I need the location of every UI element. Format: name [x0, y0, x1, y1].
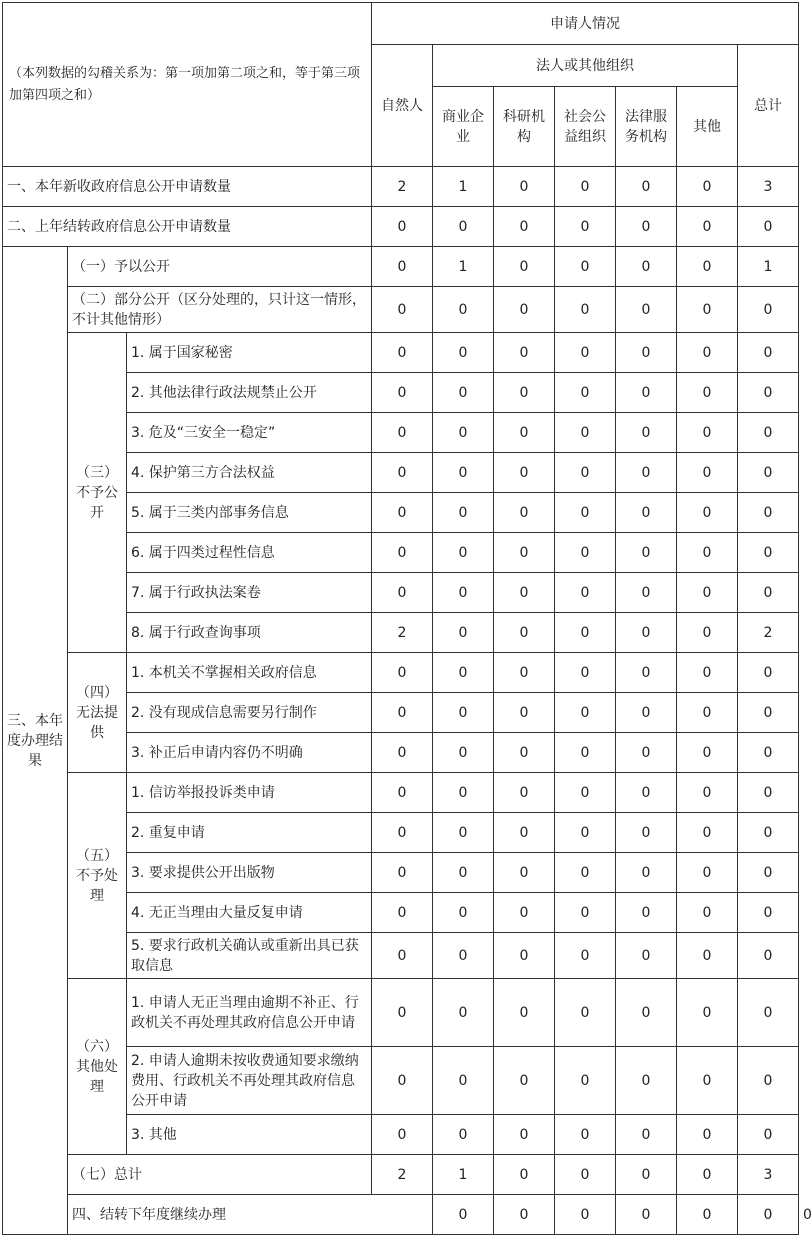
cell: 0: [433, 453, 494, 493]
row-label: 3. 危及“三安全一稳定”: [127, 413, 372, 453]
cell: 0: [555, 773, 616, 813]
cell: 0: [677, 1195, 738, 1235]
cell: 0: [677, 453, 738, 493]
cell: 0: [738, 1195, 799, 1235]
header-legal-group: 法人或其他组织: [433, 45, 738, 87]
cell: 0: [494, 1115, 555, 1155]
cell: 0: [738, 1047, 799, 1115]
cell: 0: [738, 773, 799, 813]
cell: 0: [555, 453, 616, 493]
cell: 0: [616, 573, 677, 613]
cell: 0: [555, 733, 616, 773]
header-applicant: 申请人情况: [372, 3, 799, 45]
cell: 0: [555, 893, 616, 933]
cell: 0: [494, 733, 555, 773]
cell: 0: [494, 247, 555, 287]
cell: 3: [738, 1155, 799, 1195]
cell: 0: [372, 373, 433, 413]
cell: 0: [616, 893, 677, 933]
cell: 0: [616, 1195, 677, 1235]
cell: 0: [433, 207, 494, 247]
cell: 0: [433, 613, 494, 653]
cell: 0: [555, 413, 616, 453]
cell: 0: [494, 773, 555, 813]
cell: 0: [677, 247, 738, 287]
row-label: 1. 属于国家秘密: [127, 333, 372, 373]
row-label: 3. 要求提供公开出版物: [127, 853, 372, 893]
col-research: 科研机构: [494, 87, 555, 167]
group-4-label: （四）无法提供: [68, 653, 127, 773]
cell: 0: [616, 533, 677, 573]
cell: 0: [677, 287, 738, 333]
cell: 0: [433, 1047, 494, 1115]
row-label: 一、本年新收政府信息公开申请数量: [3, 167, 372, 207]
cell: 0: [433, 893, 494, 933]
cell: 0: [372, 493, 433, 533]
cell: 0: [677, 1155, 738, 1195]
cell: 0: [677, 373, 738, 413]
cell: 0: [677, 979, 738, 1047]
cell: 0: [677, 533, 738, 573]
cell: 0: [494, 853, 555, 893]
cell: 0: [433, 979, 494, 1047]
cell: 0: [616, 373, 677, 413]
cell: 0: [677, 773, 738, 813]
cell: 0: [616, 933, 677, 979]
cell: 0: [372, 207, 433, 247]
cell: 0: [738, 533, 799, 573]
cell: 0: [555, 1195, 616, 1235]
cell: 0: [433, 653, 494, 693]
cell: 0: [738, 1115, 799, 1155]
cell: 0: [677, 413, 738, 453]
cell: 0: [494, 979, 555, 1047]
cell: 0: [616, 1047, 677, 1115]
cell: 2: [372, 1155, 433, 1195]
cell: 0: [494, 453, 555, 493]
cell: 0: [677, 933, 738, 979]
row-label: 4. 无正当理由大量反复申请: [127, 893, 372, 933]
table-row: [3, 979, 799, 1047]
table-row: [3, 247, 799, 287]
cell: 0: [555, 1047, 616, 1115]
row-label: 3. 其他: [127, 1115, 372, 1155]
cell: 0: [494, 287, 555, 333]
cell: 0: [738, 813, 799, 853]
row-label: 8. 属于行政查询事项: [127, 613, 372, 653]
row-label: 1. 信访举报投诉类申请: [127, 773, 372, 813]
cell: 0: [372, 333, 433, 373]
cell: 0: [616, 453, 677, 493]
cell: 0: [494, 613, 555, 653]
cell: 0: [677, 733, 738, 773]
cell: 0: [433, 333, 494, 373]
cell: 1: [738, 247, 799, 287]
cell: 0: [433, 573, 494, 613]
cell: 0: [494, 1047, 555, 1115]
group-5-label: （五）不予处理: [68, 773, 127, 979]
col-natural-person: 自然人: [372, 45, 433, 167]
cell: 0: [738, 573, 799, 613]
cell: 0: [433, 733, 494, 773]
cell: 0: [616, 733, 677, 773]
cell: 0: [494, 573, 555, 613]
cell: 0: [555, 167, 616, 207]
cell: 0: [738, 893, 799, 933]
row-label: （七）总计: [68, 1155, 372, 1195]
cell: 0: [433, 773, 494, 813]
cell: 0: [677, 207, 738, 247]
cell: 0: [677, 813, 738, 853]
cell: 0: [555, 853, 616, 893]
cell: 0: [555, 979, 616, 1047]
cell: 3: [738, 167, 799, 207]
cell: 0: [555, 493, 616, 533]
cell: 2: [372, 613, 433, 653]
cell: 0: [372, 979, 433, 1047]
cell: 0: [738, 979, 799, 1047]
cell: 0: [616, 207, 677, 247]
cell: 0: [433, 693, 494, 733]
info-disclosure-table: [2, 2, 812, 1235]
cell: 0: [738, 693, 799, 733]
cell: 0: [433, 933, 494, 979]
cell: 0: [494, 413, 555, 453]
cell: 0: [372, 287, 433, 333]
cell: 0: [738, 933, 799, 979]
cell: 0: [555, 207, 616, 247]
cell: 0: [677, 1115, 738, 1155]
cell: 0: [738, 207, 799, 247]
table-row: [3, 773, 799, 813]
row-label: （一）予以公开: [68, 247, 372, 287]
cell: 0: [616, 773, 677, 813]
cell: 0: [372, 693, 433, 733]
cell: 0: [738, 333, 799, 373]
cell: 0: [494, 533, 555, 573]
cell: 0: [555, 813, 616, 853]
cell: 0: [677, 853, 738, 893]
cell: 0: [372, 773, 433, 813]
cell: 0: [555, 1115, 616, 1155]
table-row: [3, 1155, 799, 1195]
cell: 2: [372, 167, 433, 207]
cell: 0: [372, 813, 433, 853]
cell: 0: [372, 1047, 433, 1115]
cell: 1: [433, 247, 494, 287]
cell: 0: [372, 247, 433, 287]
cell: 0: [494, 167, 555, 207]
row-label: 2. 其他法律行政法规禁止公开: [127, 373, 372, 413]
cell: 0: [677, 573, 738, 613]
cell: 0: [494, 207, 555, 247]
row-label: 二、上年结转政府信息公开申请数量: [3, 207, 372, 247]
cell: 0: [738, 453, 799, 493]
cell: 0: [555, 247, 616, 287]
cell: 0: [677, 1047, 738, 1115]
cell: 0: [494, 1155, 555, 1195]
row-label: 1. 申请人无正当理由逾期不补正、行政机关不再处理其政府信息公开申请: [127, 979, 372, 1047]
cell: 0: [555, 533, 616, 573]
cell: 0: [616, 287, 677, 333]
cell: 0: [677, 333, 738, 373]
header-note: （本列数据的勾稽关系为：第一项加第二项之和，等于第三项加第四项之和）: [3, 3, 372, 167]
cell: 0: [616, 167, 677, 207]
cell: 0: [738, 287, 799, 333]
row-label: 四、结转下年度继续办理: [68, 1195, 433, 1235]
col-public-welfare: 社会公益组织: [555, 87, 616, 167]
table-row: [3, 333, 799, 373]
cell: 0: [494, 693, 555, 733]
group-6-label: （六）其他处理: [68, 979, 127, 1155]
col-legal-service: 法律服务机构: [616, 87, 677, 167]
row-label: 1. 本机关不掌握相关政府信息: [127, 653, 372, 693]
cell: 0: [372, 533, 433, 573]
col-business: 商业企业: [433, 87, 494, 167]
cell: 2: [738, 613, 799, 653]
cell: 0: [738, 413, 799, 453]
cell: 0: [677, 893, 738, 933]
cell: 0: [433, 493, 494, 533]
cell: 0: [494, 333, 555, 373]
cell: 0: [372, 653, 433, 693]
cell: 0: [616, 493, 677, 533]
cell: 0: [555, 613, 616, 653]
section-3-label: 三、本年度办理结果: [3, 247, 68, 1235]
cell: 0: [738, 653, 799, 693]
cell: 0: [494, 893, 555, 933]
cell: 0: [372, 853, 433, 893]
cell: 0: [494, 653, 555, 693]
cell: 0: [555, 373, 616, 413]
cell: 0: [616, 693, 677, 733]
cell: 0: [433, 1195, 494, 1235]
cell: 0: [433, 853, 494, 893]
cell: 0: [555, 333, 616, 373]
cell: 0: [616, 333, 677, 373]
cell: 0: [372, 933, 433, 979]
table-row: [3, 207, 799, 247]
cell: 0: [738, 733, 799, 773]
row-label: 7. 属于行政执法案卷: [127, 573, 372, 613]
table-row: [3, 287, 799, 333]
cell: 1: [433, 167, 494, 207]
cell: 0: [677, 693, 738, 733]
row-label: 2. 重复申请: [127, 813, 372, 853]
cell: 0: [433, 533, 494, 573]
cell: 0: [372, 893, 433, 933]
col-other: 其他: [677, 87, 738, 167]
cell: 0: [677, 613, 738, 653]
cell: 0: [616, 1155, 677, 1195]
table-row: [3, 653, 799, 693]
row-label: 5. 要求行政机关确认或重新出具已获取信息: [127, 933, 372, 979]
row-label: 2. 申请人逾期未按收费通知要求缴纳费用、行政机关不再处理其政府信息公开申请: [127, 1047, 372, 1115]
table-row: 四、结转下年度继续办理 0 0 0 0 0 0 0: [3, 1195, 799, 1235]
row-label: 2. 没有现成信息需要另行制作: [127, 693, 372, 733]
row-label: （二）部分公开（区分处理的，只计这一情形，不计其他情形）: [68, 287, 372, 333]
cell: 0: [494, 373, 555, 413]
cell: 0: [494, 933, 555, 979]
cell: 0: [555, 653, 616, 693]
table-row: [3, 167, 799, 207]
cell: 0: [677, 653, 738, 693]
cell: 0: [616, 853, 677, 893]
cell: 1: [433, 1155, 494, 1195]
cell: 0: [433, 373, 494, 413]
cell: 0: [433, 413, 494, 453]
col-total: 总计: [738, 45, 799, 167]
cell: 0: [738, 373, 799, 413]
cell: 0: [616, 247, 677, 287]
cell: 0: [555, 693, 616, 733]
cell: 0: [677, 493, 738, 533]
cell: 0: [372, 453, 433, 493]
row-label: 4. 保护第三方合法权益: [127, 453, 372, 493]
cell: 0: [494, 813, 555, 853]
cell: 0: [738, 493, 799, 533]
row-label: 5. 属于三类内部事务信息: [127, 493, 372, 533]
cell: 0: [433, 813, 494, 853]
cell: 0: [555, 933, 616, 979]
cell: 0: [494, 493, 555, 533]
cell: 0: [372, 733, 433, 773]
cell: 0: [372, 573, 433, 613]
cell: 0: [677, 167, 738, 207]
cell: 0: [433, 1115, 494, 1155]
cell: 0: [616, 413, 677, 453]
cell: 0: [616, 1115, 677, 1155]
cell: 0: [433, 287, 494, 333]
cell: 0: [555, 287, 616, 333]
cell: 0: [616, 979, 677, 1047]
cell: 0: [616, 813, 677, 853]
cell: 0: [555, 1155, 616, 1195]
cell: 0: [372, 413, 433, 453]
cell: 0: [494, 1195, 555, 1235]
cell: 0: [738, 853, 799, 893]
row-label: 3. 补正后申请内容仍不明确: [127, 733, 372, 773]
cell: 0: [616, 613, 677, 653]
cell: 0: [616, 653, 677, 693]
cell: 0: [555, 573, 616, 613]
group-3-label: （三）不予公开: [68, 333, 127, 653]
row-label: 6. 属于四类过程性信息: [127, 533, 372, 573]
cell: 0: [372, 1115, 433, 1155]
